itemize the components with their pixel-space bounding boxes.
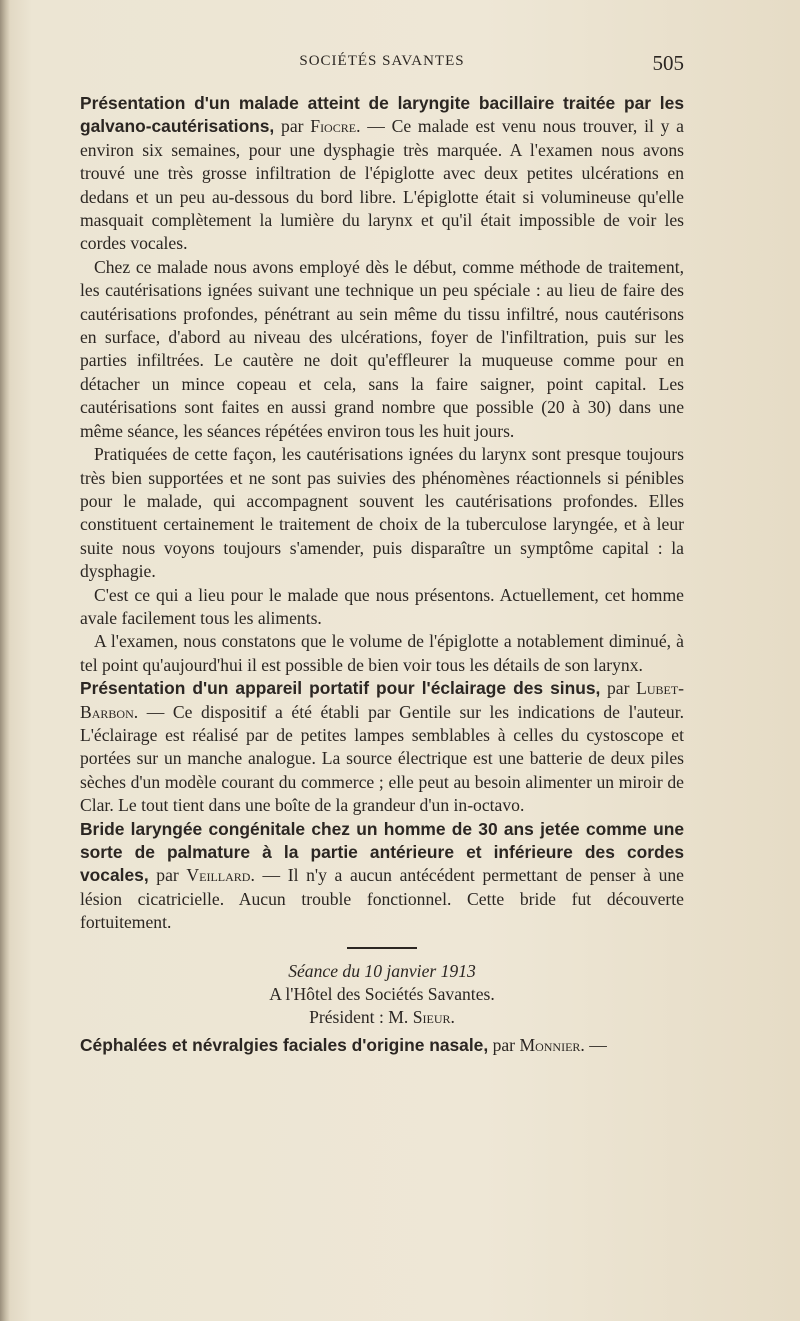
page-number: 505 bbox=[652, 51, 684, 75]
section-3-by: par bbox=[148, 865, 187, 886]
section-2-author: Lubet-Barbon bbox=[80, 678, 685, 722]
section-1-paragraph-5: A l'examen, nous constatons que le volume de l'épiglotte a notablement diminué, à tel point qu'aujourd'hui il est possible de bien voir tous les détails de son larynx. bbox=[80, 631, 684, 675]
section-3-author: Veillard bbox=[186, 865, 251, 886]
president-label: Président : M. bbox=[309, 1007, 413, 1028]
section-1-paragraph-4: C'est ce qui a lieu pour le malade que nous présentons. Actuellement, cet homme avale facilement tous les aliments. bbox=[80, 584, 684, 628]
section-3-title: Bride laryngée congénitale chez un homme de 30 ans jetée comme une sorte de palmature à la partie antérieure et inférieure des cordes vocales, bbox=[80, 818, 684, 886]
session-place: A l'Hôtel des Sociétés Savantes. bbox=[269, 984, 495, 1005]
section-1-intro bbox=[80, 92, 684, 256]
section-1-intro-text: . — Ce malade est venu nous trouver, il y a environ six semaines, pour une dysphagie très marquée. A l'examen nous avons trouvé une très grosse infiltration de l'épiglotte avec deux petites ulcérations en dedans et un peu au-dessous du bord libre. L'épiglotte était si volumineuse qu'elle masquait complètement la lumière du larynx et qu'il était impossible de voir les cordes vocales. bbox=[80, 116, 684, 254]
session-president bbox=[80, 1006, 684, 1029]
section-4 bbox=[80, 1034, 684, 1057]
section-4-by: par bbox=[488, 1034, 520, 1055]
section-4-title: Céphalées et névralgies faciales d'origine nasale, bbox=[80, 1034, 489, 1055]
section-1-title: Présentation d'un malade atteint de laryngite bacillaire traitée par les galvano-cautérisations, bbox=[80, 93, 684, 137]
section-2 bbox=[80, 677, 684, 817]
section-4-author: Monnier bbox=[519, 1034, 581, 1055]
section-divider-rule bbox=[347, 947, 417, 949]
section-4-text: . — bbox=[580, 1034, 607, 1055]
section-2-text: . — Ce dispositif a été établi par Gentile sur les indications de l'auteur. L'éclairage est réalisé par de petites lampes semblables à celles du cystoscope et portées sur un manche analogue. La source électrique est une batterie de deux piles sèches d'un modèle courant du commerce ; elle peut au besoin alimenter un miroir de Clar. Le tout tient dans une boîte de la grandeur d'un in-octavo. bbox=[80, 701, 684, 816]
section-1-paragraph-2: Chez ce malade nous avons employé dès le début, comme méthode de traitement, les cautérisations ignées suivant une technique un peu spéciale : au lieu de faire des cautérisations profondes, pénétrant au sein même du tissu infiltré, nous cautérisons en surface, d'abord au niveau des ulcérations, foyer de l'infiltration, puis sur les parties infiltrées. Le cautère ne doit qu'effleurer la muqueuse comme pour en détacher un mince copeau et cela, sans la faire saigner, point capital. Les cautérisations sont faites en aussi grand nombre que possible (20 à 30) dans une même séance, les séances répétées environ tous les huit jours. bbox=[80, 256, 684, 441]
section-1-paragraph-3: Pratiquées de cette façon, les cautérisations ignées du larynx sont presque toujours très bien supportées et ne sont pas suivies des phénomènes réactionnels si pénibles pour le malade, qui accompagnent souvent les cautérisations profondes. Elles constituent certainement le traitement de choix de la tuberculose laryngée, et à leur suite nous voyons toujours s'amender, puis disparaître un symptôme capital : la dysphagie. bbox=[80, 444, 684, 582]
section-2-title: Présentation d'un appareil portatif pour l'éclairage des sinus, bbox=[80, 678, 601, 699]
president-end: . bbox=[450, 1007, 455, 1028]
section-2-by: par bbox=[600, 678, 637, 699]
section-1-author: Fiocre bbox=[310, 116, 357, 137]
section-3 bbox=[80, 818, 684, 935]
article-body bbox=[80, 92, 684, 1057]
session-date: Séance du 10 janvier 1913 bbox=[288, 960, 476, 981]
page-header bbox=[80, 51, 684, 75]
book-spine-shadow bbox=[0, 0, 10, 1321]
section-1-by: par bbox=[274, 116, 311, 137]
section-3-text: . — Il n'y a aucun antécédent permettant de penser à une lésion cicatricielle. Aucun trouble fonctionnel. Cette bride fut découverte fortuitement. bbox=[80, 865, 684, 933]
president-name: Sieur bbox=[412, 1007, 451, 1028]
running-title: SOCIÉTÉS SAVANTES bbox=[299, 53, 465, 69]
